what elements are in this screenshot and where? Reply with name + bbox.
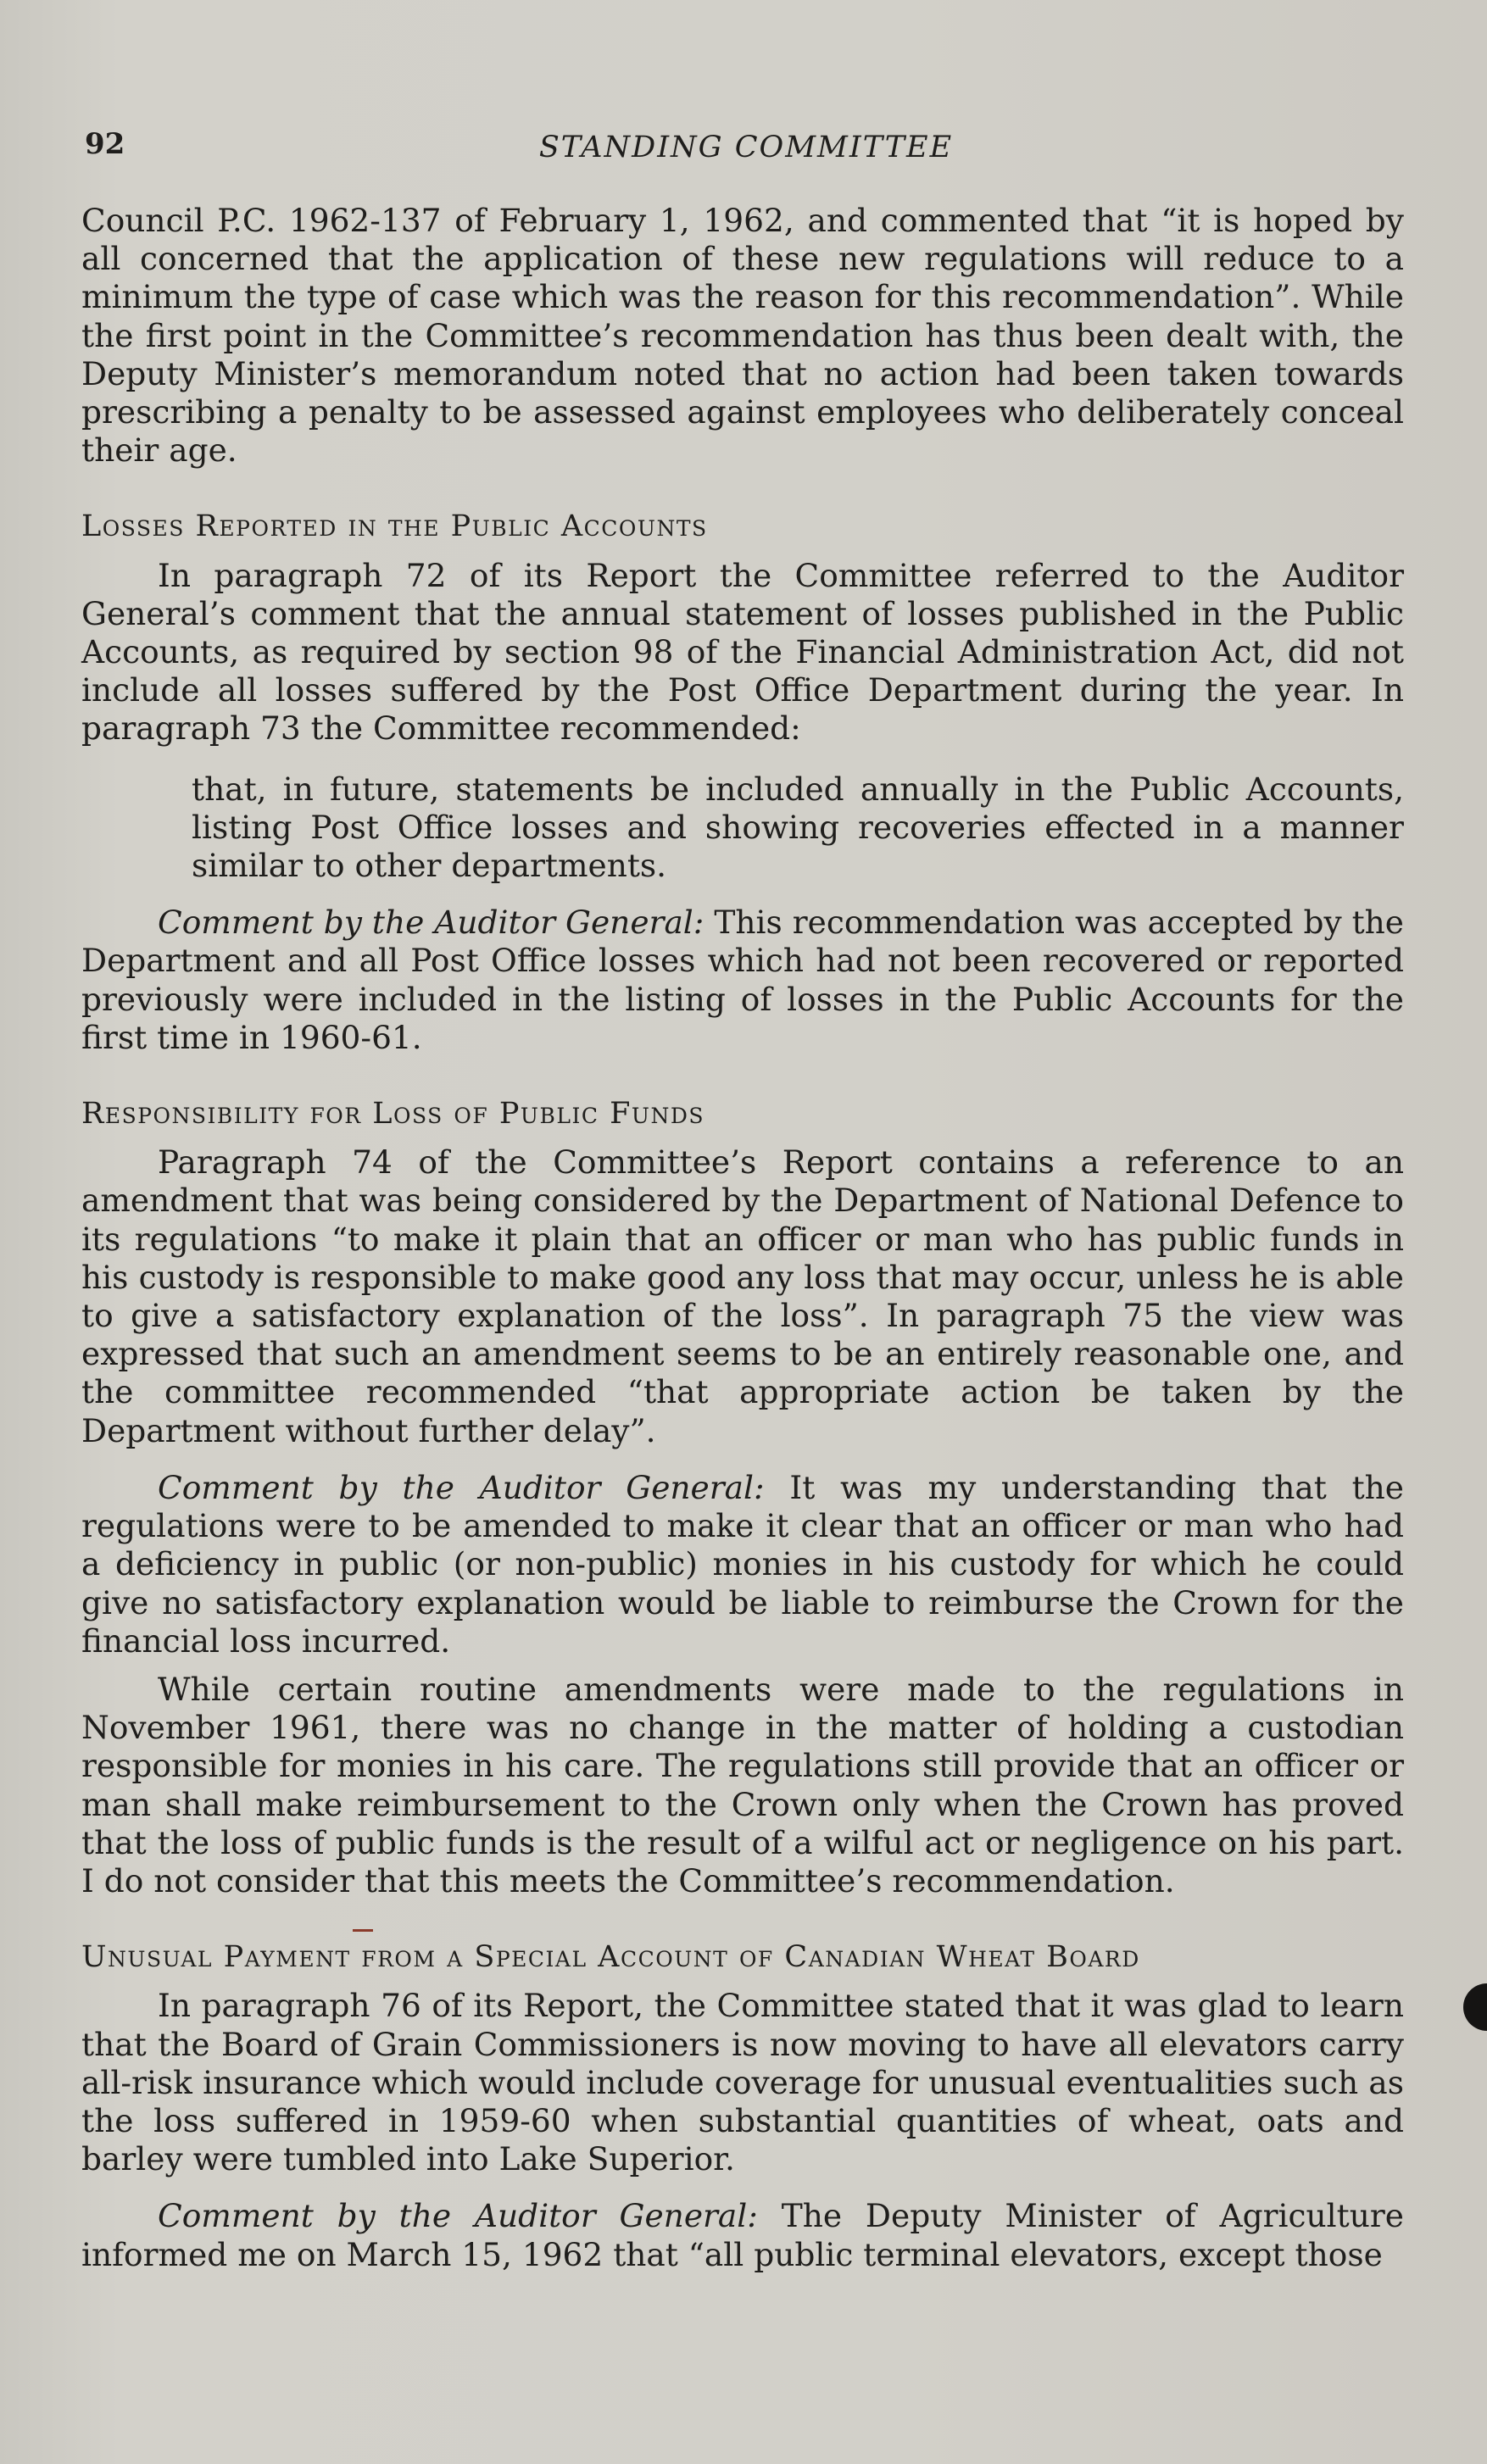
body-paragraph: While certain routine amendments were made to the regulations in November 1961, there was no change in the matter of holding a custodian responsible for monies in his care. The regulations still provide that an officer or man shall make reimbursement to the Crown only when the Crown has proved that the loss of public funds is the result of a wilful act or negligence on his part. I do not consider that this meets the Committee’s recommendation. <box>81 1670 1404 1899</box>
section-heading-wheat-board: Unusual Payment from a Special Account of Canadian Wheat Board <box>81 1940 1140 1975</box>
running-head: STANDING COMMITTEE <box>538 131 954 164</box>
comment-label: Comment by the Auditor General: <box>158 1468 765 1506</box>
comment-label: Comment by the Auditor General: <box>158 2197 758 2235</box>
continuation-paragraph: Council P.C. 1962-137 of February 1, 1962, and commented that “it is hoped by all concerned that the application of these new regulations will reduce to a minimum the type of case which was the reason for this recommendation”. While the first point in the Committee’s recommendation has thus been dealt with, the Deputy Minister’s memorandum noted that no action had been taken towards prescribing a penalty to be assessed against employees who deliberately conceal their age. <box>81 202 1404 470</box>
block-quote: that, in future, statements be included annually in the Public Accounts, listing Post Office losses and showing recoveries effected in a manner similar to other departments. <box>192 770 1404 885</box>
comment-text: The Deputy Minister of Agriculture informed me on March 15, 1962 that “all public terminal elevators, except those <box>81 2197 1404 2273</box>
auditor-comment <box>81 2197 1404 2273</box>
comment-text: It was my understanding that the regulations were to be amended to make it clear that an officer or man who had a deficiency in public (or non-public) monies in his custody for which he could give no satisfactory explanation would be liable to reimburse the Crown for the financial loss incurred. <box>81 1468 1404 1660</box>
auditor-comment <box>81 1469 1404 1660</box>
ink-mark <box>353 1929 373 1932</box>
comment-label: Comment by the Auditor General: <box>158 904 705 942</box>
section-heading-responsibility: Responsibility for Loss of Public Funds <box>81 1097 705 1132</box>
margin-tab-mark <box>1463 1983 1487 2031</box>
page-body <box>81 202 1404 2274</box>
page-header <box>85 127 1407 170</box>
body-paragraph: Paragraph 74 of the Committee’s Report contains a reference to an amendment that was being considered by the Department of National Defence to its regulations “to make it plain that an officer or man who has public funds in his custody is responsible to make good any loss that may occur, unless he is able to give a satisfactory explanation of the loss”. In paragraph 75 the view was expressed that such an amendment seems to be an entirely reasonable one, and the committee recommended “that appropriate action be taken by the Department without further delay”. <box>81 1143 1404 1449</box>
page-number: 92 <box>85 127 125 161</box>
comment-text: This recommendation was accepted by the Department and all Post Office losses which had not been recovered or reported previously were included in the listing of losses in the Public Accounts for the first time in 1960-61. <box>81 904 1405 1056</box>
body-paragraph: In paragraph 76 of its Report, the Committee stated that it was glad to learn that the Board of Grain Commissioners is now moving to have all elevators carry all-risk insurance which would include coverage for unusual eventualities such as the loss suffered in 1959-60 when substantial quantities of wheat, oats and barley were tumbled into Lake Superior. <box>81 1987 1404 2178</box>
body-paragraph: In paragraph 72 of its Report the Committee referred to the Auditor General’s comment that the annual statement of losses published in the Public Accounts, as required by section 98 of the Financial Administration Act, did not include all losses suffered by the Post Office Department during the year. In paragraph 73 the Committee recommended: <box>81 556 1404 748</box>
auditor-comment <box>81 904 1404 1057</box>
section-heading-losses: Losses Reported in the Public Accounts <box>81 509 708 544</box>
